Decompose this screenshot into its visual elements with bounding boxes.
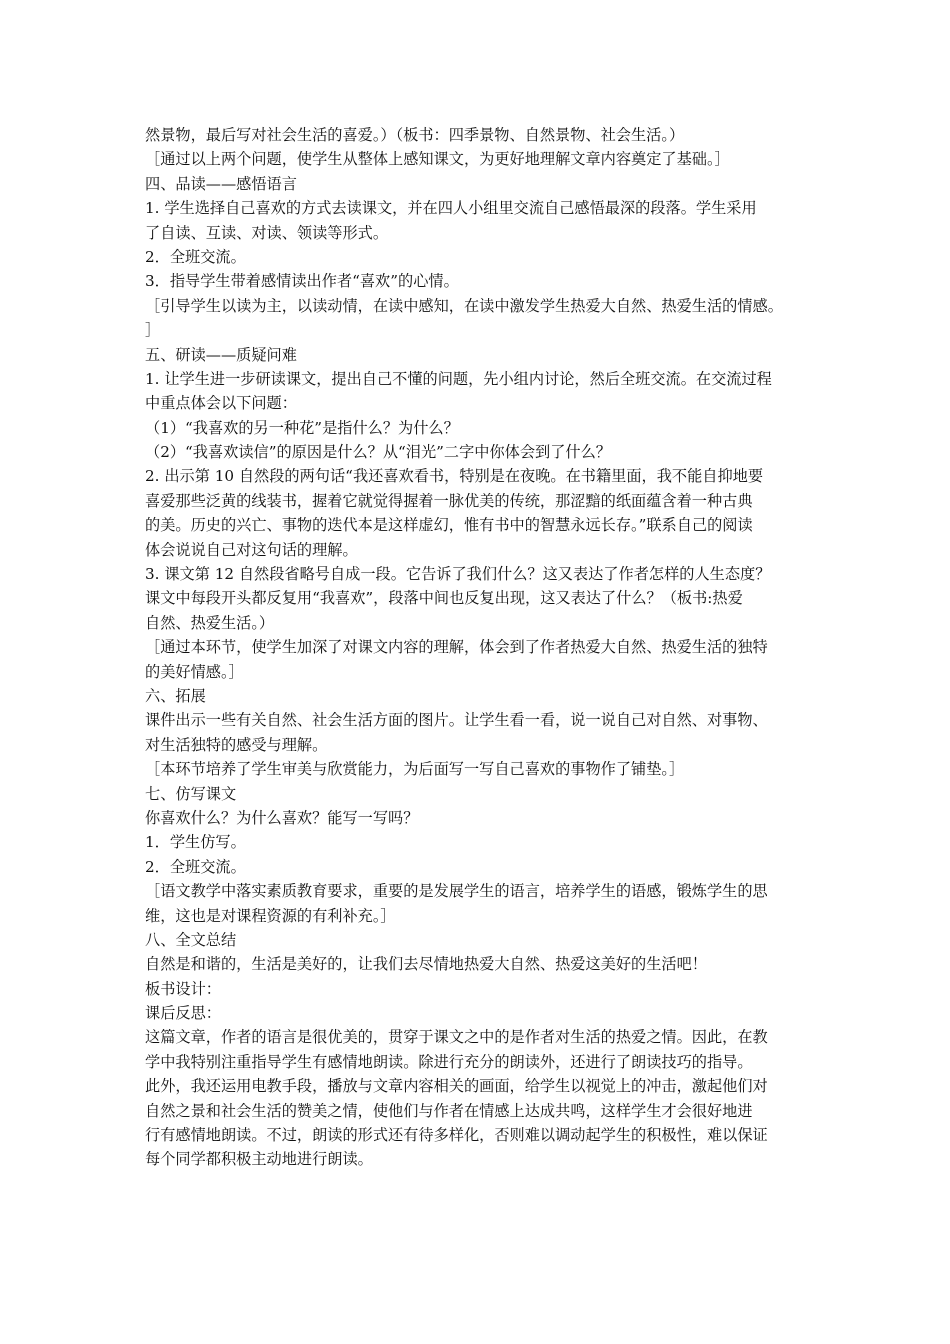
text-line: 然景物，最后写对社会生活的喜爱。）（板书：四季景物、自然景物、社会生活。） [145,126,685,144]
text-line: 你喜欢什么？为什么喜欢？能写一写吗？ [145,808,419,827]
text-line: 的美好情感。］ [145,662,244,681]
text-line: 课件出示一些有关自然、社会生活方面的图片。让学生看一看，说一说自己对自然、对事物、 [145,711,768,730]
text-line: 五、研读——质疑问难 [145,345,297,364]
text-line: （2）“我喜欢读信”的原因是什么？从“泪光”二字中你体会到了什么？ [145,443,611,462]
text-line: 自然、热爱生活。） [145,613,275,632]
text-line: 了自读、互读、对读、领读等形式。 [145,223,388,242]
document-page [145,123,815,1172]
text-line: 3．指导学生带着感情读出作者“喜欢”的心情。 [145,272,459,291]
text-line: 维，这也是对课程资源的有利补充。］ [145,906,396,925]
text-line: 此外，我还运用电教手段，播放与文章内容相关的画面，给学生以视觉上的冲击，激起他们对 [145,1077,768,1096]
text-line: 这篇文章，作者的语言是很优美的，贯穿于课文之中的是作者对生活的热爱之情。因此，在教 [145,1028,768,1047]
text-line: 2．全班交流。 [145,857,246,876]
text-line: 行有感情地朗读。不过，朗读的形式还有待多样化，否则难以调动起学生的积极性，难以保证 [145,1126,768,1145]
text-line: 课后反思： [145,1004,221,1023]
text-line: 课文中每段开头都反复用“我喜欢”，段落中间也反复出现，这又表达了什么？（板书:热爱 [145,589,743,608]
text-line: ［语文教学中落实素质教育要求，重要的是发展学生的语言，培养学生的语感，锻炼学生的思 [145,882,768,901]
text-line: 3. 课文第 12 自然段省略号自成一段。它告诉了我们什么？这又表达了作者怎样的人生态度？ [145,565,771,584]
text-line: 喜爱那些泛黄的线装书，握着它就觉得握着一脉优美的传统，那涩黯的纸面蕴含着一种古典 [145,491,753,510]
text-line: ［本环节培养了学生审美与欣赏能力，为后面写一写自己喜欢的事物作了铺垫。］ [145,760,685,779]
text-line: 的美。历史的兴亡、事物的迭代本是这样虚幻，惟有书中的智慧永远长存。”联系自己的阅读 [145,516,753,535]
text-line: 板书设计： [145,979,221,998]
text-line: 1．学生仿写。 [145,833,246,852]
text-line: 体会说说自己对这句话的理解。 [145,540,358,559]
text-line: 六、拓展 [145,686,206,705]
text-line: 八、全文总结 [145,930,237,949]
text-line: ［引导学生以读为主，以读动情，在读中感知，在读中激发学生热爱大自然、热爱生活的情感。 [145,296,783,315]
text-line: 2. 出示第 10 自然段的两句话“我还喜欢看书，特别是在夜晚。在书籍里面，我不能自抑地要 [145,467,764,486]
text-line: 中重点体会以下问题： [145,394,297,413]
text-line: 2．全班交流。 [145,247,246,266]
text-line: 对生活独特的感受与理解。 [145,735,328,754]
text-line: ［通过以上两个问题，使学生从整体上感知课文，为更好地理解文章内容奠定了基础。］ [145,150,730,169]
text-line: ］ [145,321,161,340]
text-line: 自然之景和社会生活的赞美之情，使他们与作者在情感上达成共鸣，这样学生才会很好地进 [145,1101,753,1120]
text-line: 七、仿写课文 [145,784,237,803]
text-line: 学中我特别注重指导学生有感情地朗读。除进行充分的朗读外，还进行了朗读技巧的指导。 [145,1052,753,1071]
text-line: 1. 让学生进一步研读课文，提出自己不懂的问题，先小组内讨论，然后全班交流。在交流过程 [145,369,772,388]
text-line: ［通过本环节，使学生加深了对课文内容的理解，体会到了作者热爱大自然、热爱生活的独特 [145,638,768,657]
text-line: 每个同学都积极主动地进行朗读。 [145,1150,373,1169]
text-line: 1. 学生选择自己喜欢的方式去读课文，并在四人小组里交流自己感悟最深的段落。学生采用 [145,199,757,218]
text-line: （1）“我喜欢的另一种花”是指什么？为什么？ [145,418,459,437]
text-line: 四、品读——感悟语言 [145,174,297,193]
text-line: 自然是和谐的，生活是美好的，让我们去尽情地热爱大自然、热爱这美好的生活吧！ [145,955,707,974]
